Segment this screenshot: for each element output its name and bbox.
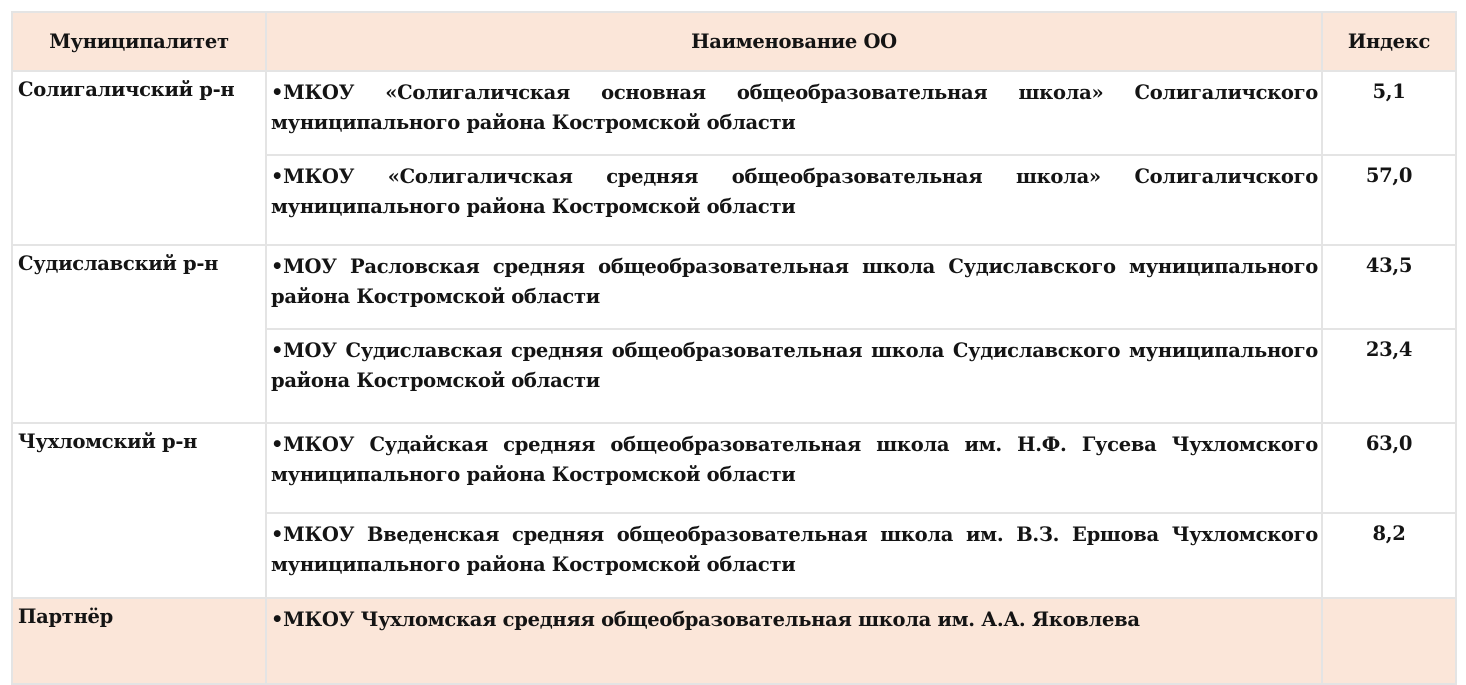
header-index: Индекс	[1322, 12, 1456, 71]
header-name: Наименование ОО	[266, 12, 1322, 71]
table-row	[12, 423, 1456, 513]
table-header-row	[12, 12, 1456, 71]
partner-index-cell	[1322, 598, 1456, 684]
index-cell: 5,1	[1322, 71, 1456, 155]
school-name-cell: •МКОУ «Солигаличская основная общеобразовательная школа» Солигаличского муниципального района Костромской области	[266, 71, 1322, 155]
index-cell: 23,4	[1322, 329, 1456, 423]
index-cell: 8,2	[1322, 513, 1456, 598]
partner-label-cell: Партнёр	[12, 598, 266, 684]
school-name-cell: •МОУ Расловская средняя общеобразовательная школа Судиславского муниципального района Костромской области	[266, 245, 1322, 329]
municipality-cell: Солигаличский р-н	[12, 71, 266, 245]
municipality-cell: Чухломский р-н	[12, 423, 266, 598]
school-name-cell: •МКОУ «Солигаличская средняя общеобразовательная школа» Солигаличского муниципального района Костромской области	[266, 155, 1322, 245]
municipality-cell: Судиславский р-н	[12, 245, 266, 423]
table-row	[12, 245, 1456, 329]
header-municipality: Муниципалитет	[12, 12, 266, 71]
table-row	[12, 71, 1456, 155]
index-cell: 43,5	[1322, 245, 1456, 329]
school-name-cell: •МКОУ Введенская средняя общеобразовательная школа им. В.З. Ершова Чухломского муниципального района Костромской области	[266, 513, 1322, 598]
partner-row	[12, 598, 1456, 684]
index-cell: 63,0	[1322, 423, 1456, 513]
partner-name-cell: •МКОУ Чухломская средняя общеобразовательная школа им. А.А. Яковлева	[266, 598, 1322, 684]
index-cell: 57,0	[1322, 155, 1456, 245]
school-name-cell: •МОУ Судиславская средняя общеобразовательная школа Судиславского муниципального района Костромской области	[266, 329, 1322, 423]
school-name-cell: •МКОУ Судайская средняя общеобразовательная школа им. Н.Ф. Гусева Чухломского муниципального района Костромской области	[266, 423, 1322, 513]
schools-table	[11, 11, 1457, 685]
